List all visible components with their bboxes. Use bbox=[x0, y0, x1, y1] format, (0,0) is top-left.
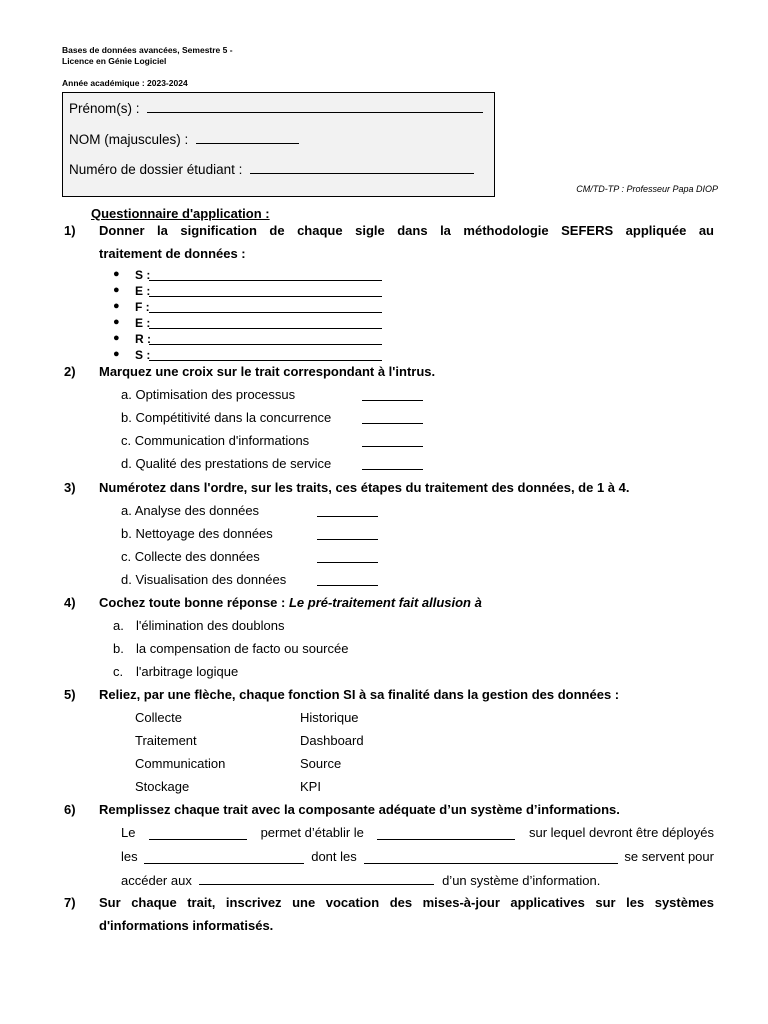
q4-option-b[interactable]: la compensation de facto ou sourcée bbox=[136, 641, 349, 656]
q1-answer-line[interactable] bbox=[149, 344, 382, 345]
q6-sentence-line3 bbox=[121, 872, 600, 888]
q6-text-part: permet d’établir le bbox=[260, 825, 364, 840]
dossier-field[interactable] bbox=[250, 161, 474, 174]
q6-text-part: les bbox=[121, 849, 138, 864]
q2-option-a: a. Optimisation des processus bbox=[121, 387, 296, 402]
bullet-icon: ● bbox=[113, 268, 120, 280]
q3-answer-line[interactable] bbox=[317, 516, 378, 517]
section-title: Questionnaire d'application : bbox=[91, 206, 270, 221]
q1-answer-line[interactable] bbox=[149, 360, 382, 361]
nom-label: NOM (majuscules) : bbox=[69, 132, 189, 147]
q6-number: 6) bbox=[64, 802, 76, 817]
q6-text-part: Le bbox=[121, 825, 136, 840]
q1-answer-line[interactable] bbox=[149, 296, 382, 297]
q5-goal-source[interactable]: Source bbox=[300, 756, 342, 771]
bullet-icon: ● bbox=[113, 348, 120, 360]
q4-option-c-letter: c. bbox=[113, 664, 124, 679]
q5-text: Reliez, par une flèche, chaque fonction SI à sa finalité dans la gestion des données : bbox=[99, 687, 620, 702]
q1-item-f: F : bbox=[135, 300, 150, 314]
q4-number: 4) bbox=[64, 595, 76, 610]
q3-text: Numérotez dans l'ordre, sur les traits, ces étapes du traitement des données, de 1 à 4. bbox=[99, 480, 630, 495]
q4-option-a-letter: a. bbox=[113, 618, 124, 633]
q2-number: 2) bbox=[64, 364, 76, 379]
bullet-icon: ● bbox=[113, 300, 120, 312]
q6-text-part: dont les bbox=[311, 849, 357, 864]
academic-year: Année académique : 2023-2024 bbox=[62, 78, 188, 88]
bullet-icon: ● bbox=[113, 284, 120, 296]
prenom-label: Prénom(s) : bbox=[69, 101, 140, 116]
q5-function-collecte[interactable]: Collecte bbox=[135, 710, 182, 725]
q2-answer-line[interactable] bbox=[362, 400, 423, 401]
q2-option-d: d. Qualité des prestations de service bbox=[121, 456, 332, 471]
q5-goal-kpi[interactable]: KPI bbox=[300, 779, 321, 794]
q4-option-b-letter: b. bbox=[113, 641, 124, 656]
q2-text: Marquez une croix sur le trait correspondant à l'intrus. bbox=[99, 364, 436, 379]
q1-text-line2: traitement de données : bbox=[99, 246, 246, 261]
q2-option-c: c. Communication d'informations bbox=[121, 433, 310, 448]
q5-goal-historique[interactable]: Historique bbox=[300, 710, 359, 725]
q3-option-b: b. Nettoyage des données bbox=[121, 526, 273, 541]
q2-answer-line[interactable] bbox=[362, 446, 423, 447]
q1-item-e1: E : bbox=[135, 284, 151, 298]
q6-text-part: d’un système d’information. bbox=[442, 873, 601, 888]
q5-function-traitement[interactable]: Traitement bbox=[135, 733, 197, 748]
q3-option-c: c. Collecte des données bbox=[121, 549, 260, 564]
q6-text-part: sur lequel devront être déployés bbox=[528, 825, 714, 840]
q1-item-r: R : bbox=[135, 332, 151, 346]
q6-text-part: se servent pour bbox=[624, 849, 714, 864]
q4-option-c[interactable]: l'arbitrage logique bbox=[136, 664, 239, 679]
q1-number: 1) bbox=[64, 223, 76, 238]
q5-number: 5) bbox=[64, 687, 76, 702]
q7-text-line2: d'informations informatisés. bbox=[99, 918, 274, 933]
student-identity-box bbox=[62, 92, 495, 197]
nom-field[interactable] bbox=[196, 131, 299, 144]
q4-statement: Le pré-traitement fait allusion à bbox=[288, 595, 482, 610]
dossier-label: Numéro de dossier étudiant : bbox=[69, 162, 243, 177]
program-title: Licence en Génie Logiciel bbox=[62, 56, 167, 66]
q1-text-line1: Donner la signification de chaque sigle dans la méthodologie SEFERS appliquée au bbox=[99, 223, 714, 238]
q3-answer-line[interactable] bbox=[317, 585, 378, 586]
q2-answer-line[interactable] bbox=[362, 469, 423, 470]
q4-instruction: Cochez toute bonne réponse : bbox=[99, 595, 286, 610]
q6-blank[interactable] bbox=[377, 827, 515, 840]
course-title: Bases de données avancées, Semestre 5 - bbox=[62, 45, 233, 55]
q1-item-s1: S : bbox=[135, 268, 151, 282]
q3-option-d: d. Visualisation des données bbox=[121, 572, 287, 587]
q5-goal-dashboard[interactable]: Dashboard bbox=[300, 733, 364, 748]
bullet-icon: ● bbox=[113, 332, 120, 344]
q5-function-communication[interactable]: Communication bbox=[135, 756, 226, 771]
q5-function-stockage[interactable]: Stockage bbox=[135, 779, 190, 794]
q6-blank[interactable] bbox=[144, 851, 304, 864]
q4-text bbox=[99, 595, 482, 610]
q6-text: Remplissez chaque trait avec la composante adéquate d’un système d’informations. bbox=[99, 802, 620, 817]
q7-text-line1: Sur chaque trait, inscrivez une vocation des mises-à-jour applicatives sur les systèmes bbox=[99, 895, 714, 910]
q1-answer-line[interactable] bbox=[149, 280, 382, 281]
q6-text-part: accéder aux bbox=[121, 873, 192, 888]
professor-name: CM/TD-TP : Professeur Papa DIOP bbox=[576, 184, 718, 194]
q6-blank[interactable] bbox=[149, 827, 247, 840]
bullet-icon: ● bbox=[113, 316, 120, 328]
q1-answer-line[interactable] bbox=[149, 328, 382, 329]
q6-blank[interactable] bbox=[199, 872, 434, 885]
prenom-field[interactable] bbox=[147, 100, 483, 113]
q3-answer-line[interactable] bbox=[317, 562, 378, 563]
q6-blank[interactable] bbox=[364, 851, 618, 864]
q6-sentence-line1 bbox=[121, 825, 714, 840]
q7-number: 7) bbox=[64, 895, 76, 910]
q1-answer-line[interactable] bbox=[149, 312, 382, 313]
q3-option-a: a. Analyse des données bbox=[121, 503, 260, 518]
q4-option-a[interactable]: l'élimination des doublons bbox=[136, 618, 285, 633]
q2-answer-line[interactable] bbox=[362, 423, 423, 424]
q6-sentence-line2 bbox=[121, 849, 714, 864]
q3-number: 3) bbox=[64, 480, 76, 495]
q2-option-b: b. Compétitivité dans la concurrence bbox=[121, 410, 332, 425]
q1-item-s2: S : bbox=[135, 348, 151, 362]
q3-answer-line[interactable] bbox=[317, 539, 378, 540]
q1-item-e2: E : bbox=[135, 316, 151, 330]
